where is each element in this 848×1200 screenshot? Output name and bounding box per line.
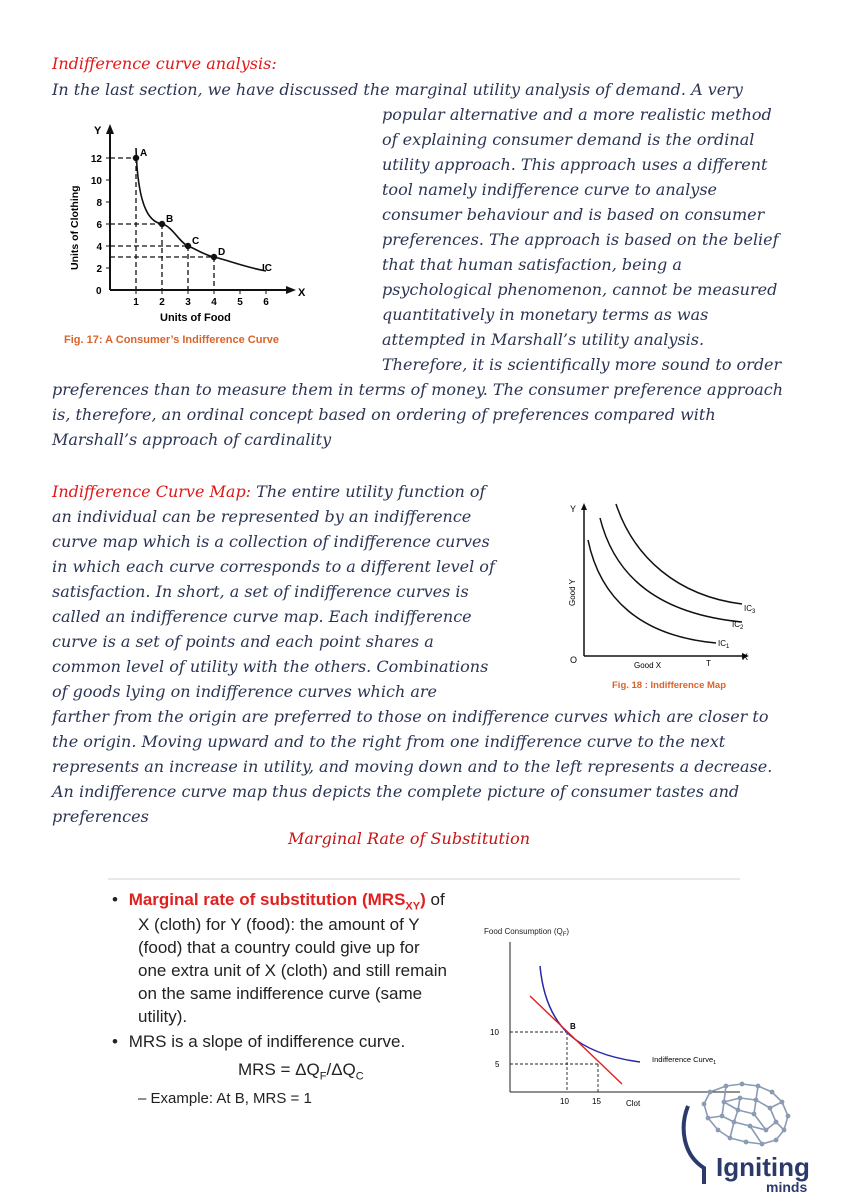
- fig18-x-letter: X: [742, 652, 749, 662]
- mrs-indifference-curve: [540, 966, 640, 1062]
- paragraph-line: an individual can be represented by an indifference: [52, 507, 472, 526]
- brain-icon: [702, 1082, 791, 1147]
- bullet-dot: •: [112, 890, 118, 909]
- bullet-1-line: X (cloth) for Y (food): the amount of Y: [138, 915, 420, 934]
- fig17-y-letter: Y: [94, 125, 102, 137]
- bullet-1-line: on the same indifference curve (same: [138, 984, 423, 1003]
- paragraph-line: of explaining consumer demand is the ordinal: [382, 130, 755, 149]
- fig17-point-b: [159, 221, 165, 227]
- paragraph-line: in which each curve corresponds to a different level of: [52, 557, 495, 576]
- bullet-1-line: utility).: [138, 1007, 188, 1026]
- paragraph-line: In the last section, we have discussed the marginal utility analysis of demand. A very: [52, 80, 743, 99]
- section-1-heading: Indifference curve analysis:: [52, 54, 277, 73]
- bullet-1-line: one extra unit of X (cloth) and still remain: [138, 961, 447, 980]
- fig17-x-tick-label: 1: [133, 297, 139, 308]
- paragraph-line: tool namely indifference curve to analyse: [382, 180, 718, 199]
- fig17-indifference-curve: [136, 148, 266, 271]
- mrs-x-tick: 10: [560, 1097, 569, 1106]
- paragraph-line: quantitatively in monetary terms as was: [382, 305, 709, 324]
- fig17-x-tick-label: 3: [185, 297, 191, 308]
- fig17-x-tick-label: 5: [237, 297, 243, 308]
- fig18-caption: Fig. 18 : Indifference Map: [612, 680, 727, 691]
- paragraph-line: called an indifference curve map. Each indifference: [52, 607, 472, 626]
- fig17-point-label: A: [140, 148, 148, 159]
- fig17-point-a: [133, 155, 139, 161]
- paragraph-line: attempted in Marshall’s utility analysis.: [382, 330, 705, 349]
- fig17-x-tick-label: 4: [211, 297, 217, 308]
- bullet-dot: •: [112, 1032, 118, 1051]
- fig17-x-letter: X: [298, 287, 306, 299]
- fig18-t-label: T: [706, 659, 711, 668]
- fig17-origin: 0: [96, 286, 102, 297]
- fig18-label-ic1: $IC_1$: [718, 639, 730, 650]
- mrs-x-tick: 15: [592, 1097, 601, 1106]
- paragraph-line: represents an increase in utility, and moving down and to the left represents a decrease.: [52, 757, 773, 776]
- fig18-curve-ic3: [616, 504, 742, 604]
- mrs-chart-y-label: Food Consumption $(Q_F)$: [484, 927, 570, 938]
- fig17-x-tick-label: 6: [263, 297, 269, 308]
- igniting-minds-logo: [670, 1076, 840, 1194]
- paragraph-line: The entire utility function of: [251, 482, 486, 501]
- paragraph-line: of goods lying on indifference curves which are: [52, 682, 437, 701]
- fig17-point-label: C: [192, 236, 200, 247]
- fig18-label-ic3: $IC_3$: [744, 604, 756, 615]
- paragraph-line: Marshall’s approach of cardinality: [52, 430, 332, 449]
- fig17-y-tick-label: 12: [90, 154, 102, 165]
- paragraph-line: that that human satisfaction, being a: [382, 255, 682, 274]
- fig18-origin: O: [570, 655, 578, 665]
- paragraph-line: preferences. The approach is based on the belief: [382, 230, 779, 249]
- mrs-slide: [108, 878, 740, 1110]
- fig17-curve-label: IC: [262, 263, 272, 274]
- fig17-y-tick-label: 4: [96, 242, 102, 253]
- fig17-point-label: D: [218, 247, 226, 258]
- paragraph-line: consumer behaviour and is based on consumer: [382, 205, 765, 224]
- paragraph-line: satisfaction. In short, a set of indifference curves is: [52, 582, 469, 601]
- fig18-y-letter: Y: [570, 504, 577, 514]
- paragraph-line: preferences than to measure them in terms of money. The consumer preference approach: [52, 380, 784, 399]
- fig18-curve-ic2: [600, 518, 742, 622]
- mrs-point-label: B: [570, 1022, 576, 1031]
- figure-indifference-map: [560, 498, 760, 678]
- fig17-x-axis-label: Units of Food: [160, 312, 231, 324]
- fig17-y-tick-label: 8: [96, 198, 102, 209]
- head-outline-icon: [684, 1106, 704, 1184]
- paragraph-line: An indifference curve map thus depicts the complete picture of consumer tastes and: [52, 782, 740, 801]
- fig17-y-tick-label: 2: [96, 264, 102, 275]
- logo-word-2: minds: [766, 1179, 808, 1194]
- paragraph-line: Therefore, it is scientifically more sound to order: [382, 355, 782, 374]
- paragraph-line: popular alternative and a more realistic method: [382, 105, 772, 124]
- paragraph-line: preferences: [52, 807, 149, 826]
- paragraph-line: curve is a set of points and each point shares a: [52, 632, 434, 651]
- mrs-term: Marginal rate of substitution $(MRS_{XY})$: [128, 890, 426, 913]
- bullet-2: • MRS is a slope of indifference curve.: [112, 1032, 406, 1051]
- fig18-label-ic2: $IC_2$: [732, 620, 744, 631]
- paragraph-line: psychological phenomenon, cannot be measured: [382, 280, 778, 299]
- fig17-y-axis-label: Units of Clothing: [69, 185, 81, 270]
- paragraph-line: curve map which is a collection of indifference curves: [52, 532, 490, 551]
- bullet-1-first-line: • Marginal rate of substitution $(MRS_{XY})$ of: [112, 890, 445, 913]
- fig17-point-c: [185, 243, 191, 249]
- logo-word-1: Igniting: [716, 1152, 810, 1182]
- fig17-y-tick-label: 10: [90, 176, 102, 187]
- mrs-example: – Example: At B, MRS = 1: [138, 1090, 312, 1107]
- figure-consumer-indifference-curve: [62, 120, 322, 330]
- fig17-point-d: [211, 254, 217, 260]
- section-3-heading: Marginal Rate of Substitution: [288, 829, 531, 848]
- section-2-heading: Indifference Curve Map:: [52, 482, 252, 501]
- paragraph-line: is, therefore, an ordinal concept based on ordering of preferences compared with: [52, 405, 716, 424]
- fig17-point-label: B: [166, 214, 174, 225]
- mrs-tangent-line: [530, 996, 622, 1084]
- fig17-caption: Fig. 17: A Consumer’s Indifference Curve: [64, 334, 279, 346]
- fig17-x-tick-label: 2: [159, 297, 165, 308]
- fig18-y-axis-label: Good Y: [568, 579, 577, 606]
- mrs-formula: MRS = $\Delta Q_F/\Delta Q_C$: [238, 1060, 364, 1083]
- bullet-1-line: (food) that a country could give up for: [138, 938, 420, 957]
- mrs-x-label: Clot: [626, 1099, 641, 1108]
- mrs-y-tick: 10: [490, 1028, 499, 1037]
- paragraph-line: farther from the origin are preferred to those on indifference curves which are closer to: [52, 707, 769, 726]
- fig18-x-axis-label: Good X: [634, 661, 662, 670]
- paragraph-line: common level of utility with the others. Combinations: [52, 657, 489, 676]
- mrs-y-tick: 5: [495, 1060, 500, 1069]
- paragraph-line: utility approach. This approach uses a different: [382, 155, 768, 174]
- fig17-y-tick-label: 6: [96, 220, 102, 231]
- mrs-curve-label: Indifference Curve$_1$: [652, 1055, 717, 1066]
- paragraph-line: the origin. Moving upward and to the right from one indifference curve to the next: [52, 732, 726, 751]
